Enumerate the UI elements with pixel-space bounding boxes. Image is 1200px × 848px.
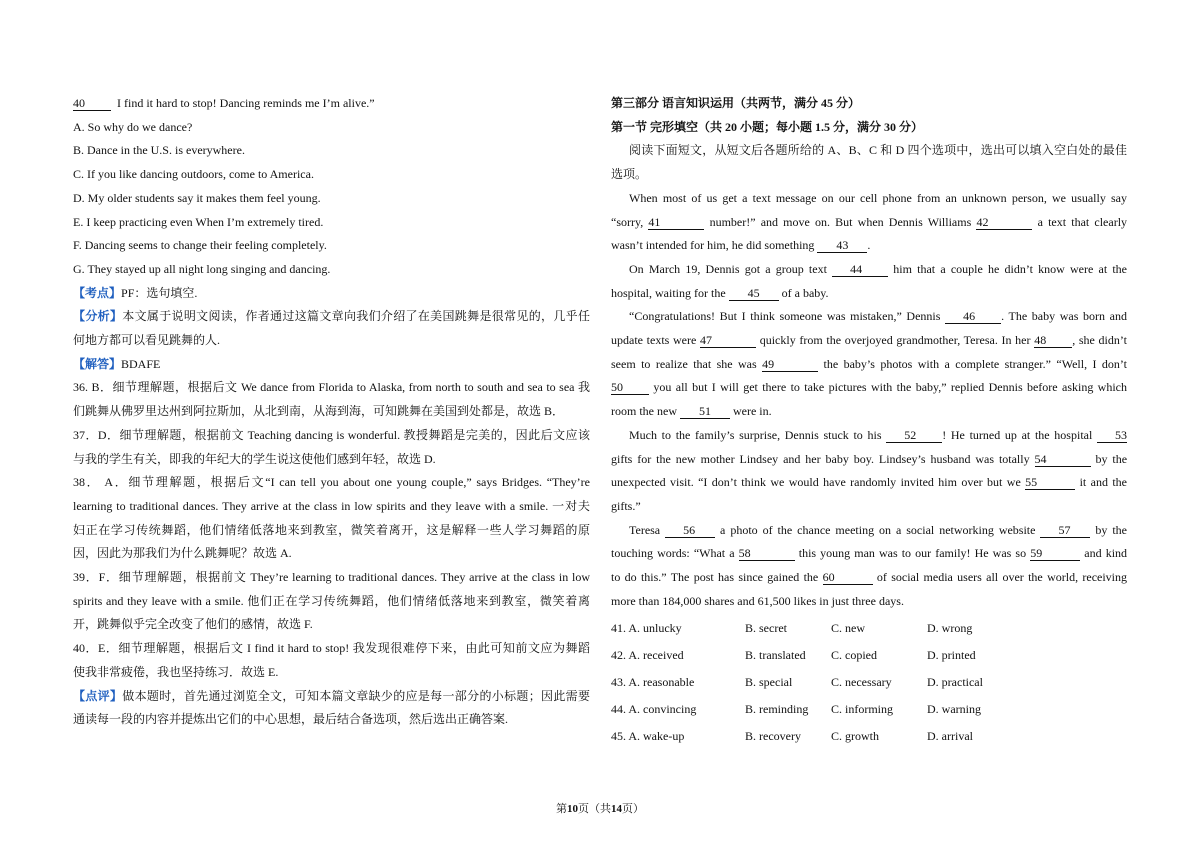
text: gifts for the new mother Lindsey and her baby boy. Lindsey’s husband was totally bbox=[611, 451, 1030, 466]
explain-36-line-2: 们跳舞从佛罗里达州到阿拉斯加，从北到南，从海到海，可知跳舞在美国到处都是，故选 B． bbox=[73, 404, 565, 419]
text: a photo of the chance meeting on a social networking website bbox=[720, 522, 1036, 537]
explain-37-line-1: 37．D．细节理解题，根据前文 Teaching dancing is wonderful. 教授舞蹈是完美的，因此后文应该 bbox=[73, 427, 590, 442]
option-e: E. I keep practicing even When I’m extremely tired. bbox=[73, 214, 324, 229]
instruction-line-2: 选项。 bbox=[611, 167, 648, 182]
line-40 bbox=[73, 92, 590, 116]
right-column bbox=[611, 92, 1127, 750]
blank-51: 51 bbox=[680, 404, 730, 419]
blank-53: 53 bbox=[1097, 428, 1127, 443]
blank-54: 54 bbox=[1035, 452, 1091, 467]
text: him that a couple he didn’t know were at the bbox=[893, 261, 1127, 276]
text: touching words: “What a bbox=[611, 546, 735, 561]
explain-38-line-2: learning to traditional dances. They arrive at the class in low spirits and they leave with a smile. 一对夫 bbox=[73, 498, 590, 513]
option-d: D. My older students say it makes them feel young. bbox=[73, 190, 321, 205]
text: room the new bbox=[611, 404, 677, 419]
choice-c: C. new bbox=[831, 621, 865, 636]
fenxi-tag: 【分析】 bbox=[73, 309, 123, 324]
para2-line-1 bbox=[611, 258, 1127, 282]
blank-47: 47 bbox=[700, 333, 756, 348]
text: the baby’s photos with a complete stranger.” “Well, I don’t bbox=[823, 356, 1127, 371]
blank-49: 49 bbox=[762, 357, 818, 372]
para4-line-3 bbox=[611, 471, 1127, 495]
choice-d: D. arrival bbox=[927, 729, 973, 744]
text: wasn’t intended for him, he did something bbox=[611, 238, 815, 253]
option-g: G. They stayed up all night long singing and dancing. bbox=[73, 261, 331, 276]
explain-39-line-2: spirits and they leave with a smile. 他们正在学习传统舞蹈，他们情绪低落地来到教室，微笑着离 bbox=[73, 593, 590, 608]
fenxi-line-1 bbox=[73, 305, 590, 329]
text: , she didn’t bbox=[1072, 333, 1128, 348]
jieda-tag: 【解答】 bbox=[73, 356, 122, 371]
text: “sorry, bbox=[611, 214, 644, 229]
explain-38-line-3: 妇正在学习传统舞蹈，他们情绪低落地来到教室，微笑着离开，这是解释一些人学习舞蹈的原 bbox=[73, 522, 590, 537]
blank-58: 58 bbox=[739, 546, 795, 561]
choice-d: D. warning bbox=[927, 702, 981, 717]
blank-40: 40 bbox=[73, 96, 111, 111]
blank-43: 43 bbox=[817, 238, 867, 253]
explain-40-line-1: 40．E．细节理解题，根据后文 I find it hard to stop! 我发现很难停下来，由此可知前文应为舞蹈 bbox=[73, 641, 590, 656]
text: “Congratulations! But I think someone was mistaken,” Dennis bbox=[629, 309, 941, 324]
text: were in. bbox=[732, 404, 772, 419]
line-40-text: I find it hard to stop! Dancing reminds me I’m alive.” bbox=[117, 96, 375, 110]
explain-38-line-1: 38． A．细节理解题，根据后文“I can tell you about one young couple,” says Bridges. “They’re bbox=[73, 475, 590, 490]
jieda bbox=[73, 353, 590, 377]
choice-c: C. copied bbox=[831, 648, 877, 663]
text: of social media users all over the world, receiving bbox=[876, 570, 1128, 585]
kaodian-tag: 【考点】 bbox=[73, 285, 122, 300]
page-footer bbox=[0, 800, 1200, 816]
choice-row-42 bbox=[611, 642, 1127, 669]
text: . The baby was born and bbox=[1001, 309, 1128, 324]
explain-40-line-2: 使我非常疲倦，我也坚持练习．故选 E. bbox=[73, 664, 279, 679]
para1-line-1: When most of us get a text message on our cell phone from an unknown person, we usually say bbox=[629, 190, 1127, 205]
fenxi-line-2: 何地方都可以看见跳舞的人. bbox=[73, 333, 221, 348]
explain-36-line-1: 36. B．细节理解题，根据后文 We dance from Florida to Alaska, from north to south and sea to sea 我 bbox=[73, 380, 590, 395]
text: by the bbox=[1095, 522, 1128, 537]
left-column bbox=[73, 92, 590, 732]
para5-line-4: more than 184,000 shares and 61,500 likes in just three days. bbox=[611, 593, 904, 608]
kaodian bbox=[73, 282, 590, 306]
choice-row-41 bbox=[611, 615, 1127, 642]
choice-a: 41. A. unlucky bbox=[611, 621, 682, 636]
fenxi-text-1: 本文属于说明文阅读，作者通过这篇文章向我们介绍了在美国跳舞是很常见的，几乎任 bbox=[122, 309, 590, 324]
choice-a: 42. A. received bbox=[611, 648, 684, 663]
part-title: 第三部分 语言知识运用（共两节，满分 45 分） bbox=[611, 96, 861, 110]
text: this young man was to our family! He was so bbox=[798, 546, 1027, 561]
choice-d: D. wrong bbox=[927, 621, 973, 636]
dianping-tag: 【点评】 bbox=[73, 688, 123, 703]
option-a: A. So why do we dance? bbox=[73, 119, 193, 134]
text: Teresa bbox=[629, 522, 661, 537]
text: ! He turned up at the hospital bbox=[942, 427, 1093, 442]
text: hospital, waiting for the bbox=[611, 285, 726, 300]
option-c: C. If you like dancing outdoors, come to America. bbox=[73, 167, 314, 182]
section-title: 第一节 完形填空（共 20 小题；每小题 1.5 分，满分 30 分） bbox=[611, 119, 924, 134]
blank-41: 41 bbox=[648, 215, 704, 230]
explain-39-line-1: 39．F．细节理解题，根据前文 They’re learning to traditional dances. They arrive at the class in low bbox=[73, 570, 590, 585]
total-pages: 14 bbox=[611, 803, 622, 815]
option-b: B. Dance in the U.S. is everywhere. bbox=[73, 143, 245, 158]
choice-b: B. special bbox=[745, 675, 793, 690]
option-f: F. Dancing seems to change their feeling completely. bbox=[73, 238, 327, 253]
blank-46: 46 bbox=[945, 309, 1001, 324]
kaodian-text: PF：选句填空. bbox=[121, 285, 198, 300]
para3-line-1 bbox=[611, 305, 1127, 329]
page-number: 10 bbox=[567, 803, 578, 815]
text: seem to realize that she was bbox=[611, 356, 757, 371]
choice-row-45 bbox=[611, 723, 1127, 750]
para4-line-1 bbox=[611, 424, 1127, 448]
choice-c: C. necessary bbox=[831, 675, 892, 690]
text: unexpected visit. “I don’t think we would have randomly invited him over but we bbox=[611, 475, 1021, 490]
para1-line-3 bbox=[611, 234, 1127, 258]
para5-line-3 bbox=[611, 566, 1127, 590]
footer-text: 页（共 bbox=[578, 803, 611, 815]
text: Much to the family’s surprise, Dennis stuck to his bbox=[629, 427, 882, 442]
text: you all but I will get there to take pictures with the baby,” replied Dennis before asking which bbox=[653, 380, 1128, 395]
blank-45: 45 bbox=[729, 286, 779, 301]
choice-a: 43. A. reasonable bbox=[611, 675, 695, 690]
blank-48: 48 bbox=[1034, 333, 1072, 348]
blank-57: 57 bbox=[1040, 523, 1090, 538]
blank-42: 42 bbox=[976, 215, 1032, 230]
dianping-line-1 bbox=[73, 685, 590, 709]
blank-50: 50 bbox=[611, 380, 649, 395]
text: quickly from the overjoyed grandmother, Teresa. In her bbox=[759, 333, 1031, 348]
text: . bbox=[867, 238, 871, 253]
para3-line-2 bbox=[611, 329, 1127, 353]
jieda-text: BDAFE bbox=[121, 356, 161, 371]
choice-row-44 bbox=[611, 696, 1127, 723]
para3-line-4 bbox=[611, 376, 1127, 400]
choice-row-43 bbox=[611, 669, 1127, 696]
footer-text: 第 bbox=[556, 803, 567, 815]
choice-b: B. recovery bbox=[745, 729, 801, 744]
explain-39-line-3: 开，跳舞似乎完全改变了他们的感情，故选 F. bbox=[73, 617, 313, 632]
choice-d: D. printed bbox=[927, 648, 976, 663]
explain-37-line-2: 与我的学生有关，即我的年纪大的学生说这使他们感到年轻，故选 D. bbox=[73, 451, 436, 466]
para2-line-2 bbox=[611, 282, 1127, 306]
choice-a: 45. A. wake-up bbox=[611, 729, 685, 744]
explain-38-line-4: 因，因此为那我们为什么跳舞呢？故选 A. bbox=[73, 546, 292, 561]
blank-59: 59 bbox=[1030, 546, 1080, 561]
para5-line-2 bbox=[611, 542, 1127, 566]
choice-b: B. reminding bbox=[745, 702, 809, 717]
choice-a: 44. A. convincing bbox=[611, 702, 697, 717]
text: a text that clearly bbox=[1037, 214, 1128, 229]
para3-line-3 bbox=[611, 353, 1127, 377]
text: update texts were bbox=[611, 333, 697, 348]
para4-line-2 bbox=[611, 448, 1127, 472]
text: On March 19, Dennis got a group text bbox=[629, 261, 827, 276]
dianping-text-1: 做本题时，首先通过浏览全文，可知本篇文章缺少的应是每一部分的小标题；因此需要 bbox=[122, 688, 590, 703]
text: to do this.” The post has since gained the bbox=[611, 570, 819, 585]
dianping-line-2: 通读每一段的内容并提炼出它们的中心思想，最后结合备选项，然后选出正确答案. bbox=[73, 712, 509, 727]
blank-44: 44 bbox=[832, 262, 888, 277]
text: and kind bbox=[1084, 546, 1128, 561]
blank-52: 52 bbox=[886, 428, 942, 443]
choice-c: C. informing bbox=[831, 702, 893, 717]
para4-line-4: gifts.” bbox=[611, 498, 641, 513]
text: of a baby. bbox=[781, 285, 829, 300]
para1-line-2 bbox=[611, 211, 1127, 235]
text: number!” and move on. But when Dennis Williams bbox=[709, 214, 972, 229]
text: it and the bbox=[1079, 475, 1127, 490]
choice-b: B. translated bbox=[745, 648, 806, 663]
choice-d: D. practical bbox=[927, 675, 983, 690]
blank-56: 56 bbox=[665, 523, 715, 538]
para3-line-5 bbox=[611, 400, 1127, 424]
blank-60: 60 bbox=[823, 570, 873, 585]
choice-c: C. growth bbox=[831, 729, 879, 744]
footer-text: 页） bbox=[622, 803, 644, 815]
blank-55: 55 bbox=[1025, 475, 1075, 490]
choice-b: B. secret bbox=[745, 621, 787, 636]
para5-line-1 bbox=[611, 519, 1127, 543]
text: by the bbox=[1095, 451, 1128, 466]
instruction-line-1: 阅读下面短文，从短文后各题所给的 A、B、C 和 D 四个选项中，选出可以填入空白处的最佳 bbox=[629, 143, 1127, 158]
